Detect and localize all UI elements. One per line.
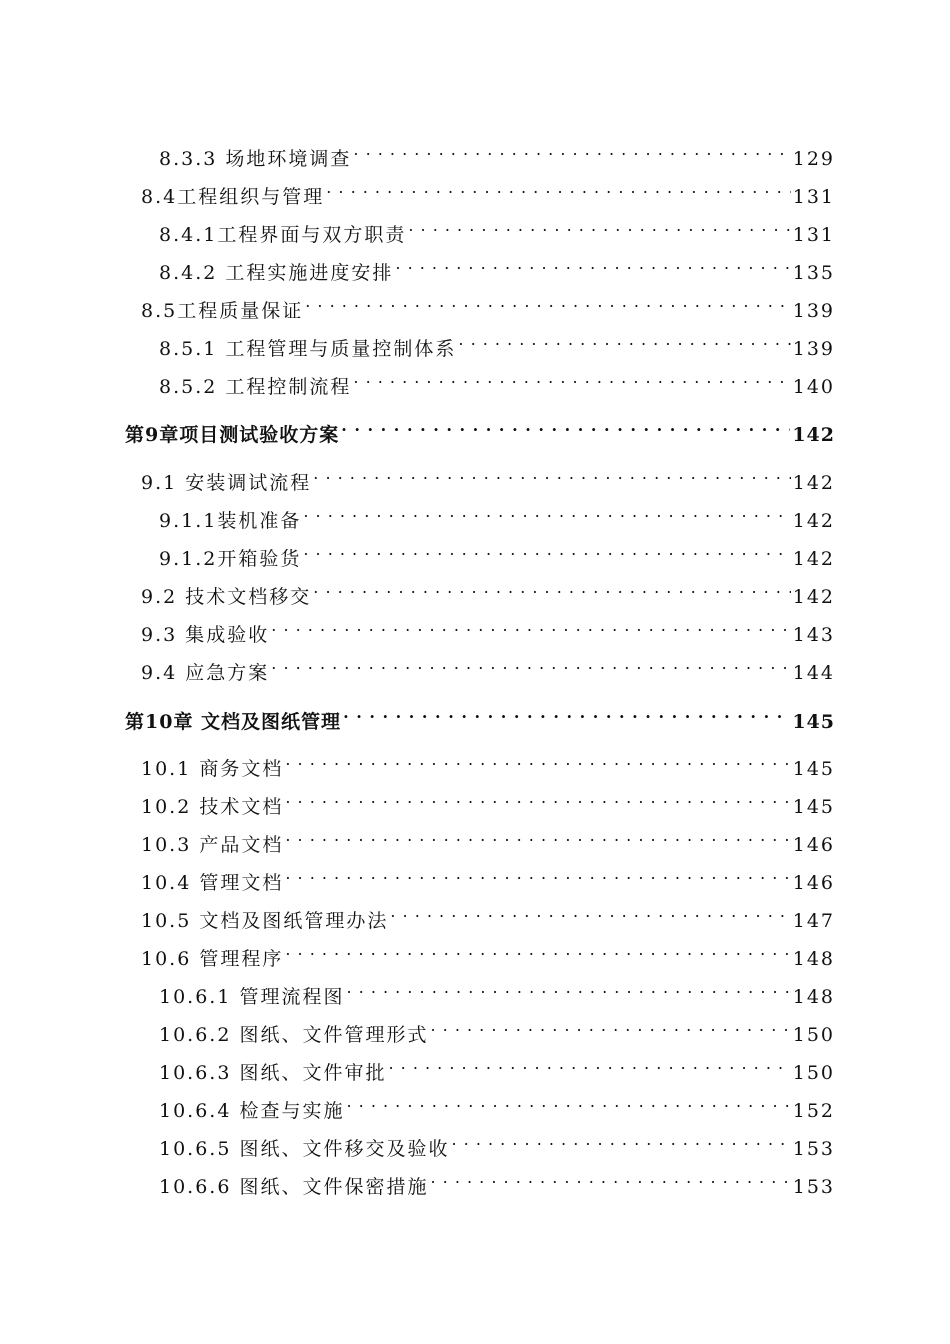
toc-entry-title: 8.4工程组织与管理	[141, 186, 325, 208]
toc-entry[interactable]	[141, 935, 835, 970]
toc-leader-dots	[313, 573, 790, 603]
toc-leader-dots	[271, 649, 790, 679]
toc-entry[interactable]	[141, 287, 835, 322]
toc-entry[interactable]	[141, 649, 835, 684]
toc-entry-title: 9.1.2开箱验货	[159, 548, 302, 570]
toc-leader-dots	[343, 698, 790, 728]
toc-leader-dots	[313, 459, 790, 489]
toc-entry[interactable]	[159, 497, 835, 532]
toc-chapter-entry[interactable]	[125, 411, 835, 446]
toc-leader-dots	[285, 935, 790, 965]
toc-leader-dots	[285, 859, 790, 889]
toc-leader-dots	[305, 287, 791, 317]
toc-leader-dots	[395, 249, 790, 279]
toc-page-number: 131	[792, 224, 835, 246]
toc-entry[interactable]	[159, 1125, 835, 1160]
toc-page-number: 140	[792, 376, 835, 398]
toc-entry-title: 8.5.2 工程控制流程	[159, 376, 352, 398]
toc-entry[interactable]	[159, 1011, 835, 1046]
toc-page-number: 145	[792, 796, 835, 818]
toc-page-number: 129	[792, 148, 835, 170]
toc-page-number: 142	[792, 586, 835, 608]
toc-entry[interactable]	[141, 459, 835, 494]
toc-entry-title: 9.2 技术文档移交	[141, 586, 312, 608]
toc-page-number: 139	[792, 338, 835, 360]
toc-leader-dots	[430, 1163, 790, 1193]
toc-entry[interactable]	[159, 363, 835, 398]
toc-leader-dots	[285, 783, 790, 813]
toc-leader-dots	[353, 135, 790, 165]
toc-entry-title: 10.6.5 图纸、文件移交及验收	[159, 1138, 450, 1160]
toc-entry-title: 9.1.1装机准备	[159, 510, 302, 532]
toc-leader-dots	[285, 745, 790, 775]
toc-entry-title: 10.6.2 图纸、文件管理形式	[159, 1024, 429, 1046]
toc-entry-title: 9.3 集成验收	[141, 624, 270, 646]
toc-entry[interactable]	[159, 249, 835, 284]
toc-entry[interactable]	[159, 211, 835, 246]
toc-entry-title: 10.6 管理程序	[141, 948, 284, 970]
toc-entry[interactable]	[159, 135, 835, 170]
toc-entry-title: 8.3.3 场地环境调查	[159, 148, 352, 170]
toc-entry-title: 第9章项目测试验收方案	[125, 424, 340, 446]
toc-entry-title: 9.4 应急方案	[141, 662, 270, 684]
toc-entry[interactable]	[159, 1049, 835, 1084]
toc-entry-title: 10.6.3 图纸、文件审批	[159, 1062, 387, 1084]
toc-entry-title: 10.6.4 检查与实施	[159, 1100, 345, 1122]
toc-leader-dots	[430, 1011, 790, 1041]
toc-leader-dots	[285, 821, 790, 851]
toc-page-number: 153	[792, 1176, 835, 1198]
toc-entry[interactable]	[141, 897, 835, 932]
toc-entry-title: 10.6.6 图纸、文件保密措施	[159, 1176, 429, 1198]
toc-entry[interactable]	[159, 1163, 835, 1198]
toc-entry-title: 8.5工程质量保证	[141, 300, 304, 322]
toc-leader-dots	[388, 1049, 790, 1079]
toc-leader-dots	[390, 897, 790, 927]
toc-leader-dots	[353, 363, 790, 393]
toc-entry-title: 10.1 商务文档	[141, 758, 284, 780]
toc-page-number: 142	[792, 510, 835, 532]
toc-leader-dots	[303, 497, 790, 527]
toc-entry[interactable]	[141, 573, 835, 608]
toc-entry-title: 8.4.1工程界面与双方职责	[159, 224, 407, 246]
toc-entry[interactable]	[141, 173, 835, 208]
toc-entry[interactable]	[141, 611, 835, 646]
toc-entry-title: 10.6.1 管理流程图	[159, 986, 345, 1008]
toc-page-number: 142	[792, 424, 835, 446]
toc-entry[interactable]	[141, 745, 835, 780]
toc-entry-title: 9.1 安装调试流程	[141, 472, 312, 494]
toc-page-number: 150	[792, 1062, 835, 1084]
toc-chapter-entry[interactable]	[125, 698, 835, 733]
toc-entry-title: 第10章 文档及图纸管理	[125, 711, 342, 733]
toc-page-number: 131	[792, 186, 835, 208]
toc-entry-title: 8.4.2 工程实施进度安排	[159, 262, 394, 284]
toc-page-number: 147	[792, 910, 835, 932]
toc-leader-dots	[271, 611, 790, 641]
toc-entry-title: 10.2 技术文档	[141, 796, 284, 818]
toc-page-number: 144	[792, 662, 835, 684]
toc-entry[interactable]	[159, 325, 835, 360]
toc-leader-dots	[303, 535, 790, 565]
toc-entry-title: 10.5 文档及图纸管理办法	[141, 910, 389, 932]
toc-page-number: 150	[792, 1024, 835, 1046]
toc-leader-dots	[346, 973, 790, 1003]
toc-page-number: 142	[792, 472, 835, 494]
toc-leader-dots	[341, 411, 790, 441]
toc-leader-dots	[458, 325, 790, 355]
toc-leader-dots	[451, 1125, 790, 1155]
toc-entry[interactable]	[159, 973, 835, 1008]
toc-page-number: 152	[792, 1100, 835, 1122]
toc-page-number: 148	[792, 986, 835, 1008]
toc-entry[interactable]	[141, 821, 835, 856]
toc-entry[interactable]	[141, 783, 835, 818]
toc-page-number: 145	[792, 711, 835, 733]
toc-page-number: 145	[792, 758, 835, 780]
toc-leader-dots	[326, 173, 791, 203]
toc-entry-title: 10.4 管理文档	[141, 872, 284, 894]
toc-entry[interactable]	[141, 859, 835, 894]
toc-page-number: 135	[792, 262, 835, 284]
toc-page-number: 139	[792, 300, 835, 322]
toc-entry[interactable]	[159, 1087, 835, 1122]
toc-leader-dots	[346, 1087, 790, 1117]
toc-entry[interactable]	[159, 535, 835, 570]
toc-page-number: 153	[792, 1138, 835, 1160]
toc-entry-title: 8.5.1 工程管理与质量控制体系	[159, 338, 457, 360]
toc-page-number: 146	[792, 872, 835, 894]
toc-page-number: 142	[792, 548, 835, 570]
toc-page-number: 146	[792, 834, 835, 856]
toc-page-number: 143	[792, 624, 835, 646]
toc-leader-dots	[408, 211, 790, 241]
toc-entry-title: 10.3 产品文档	[141, 834, 284, 856]
toc-page-number: 148	[792, 948, 835, 970]
